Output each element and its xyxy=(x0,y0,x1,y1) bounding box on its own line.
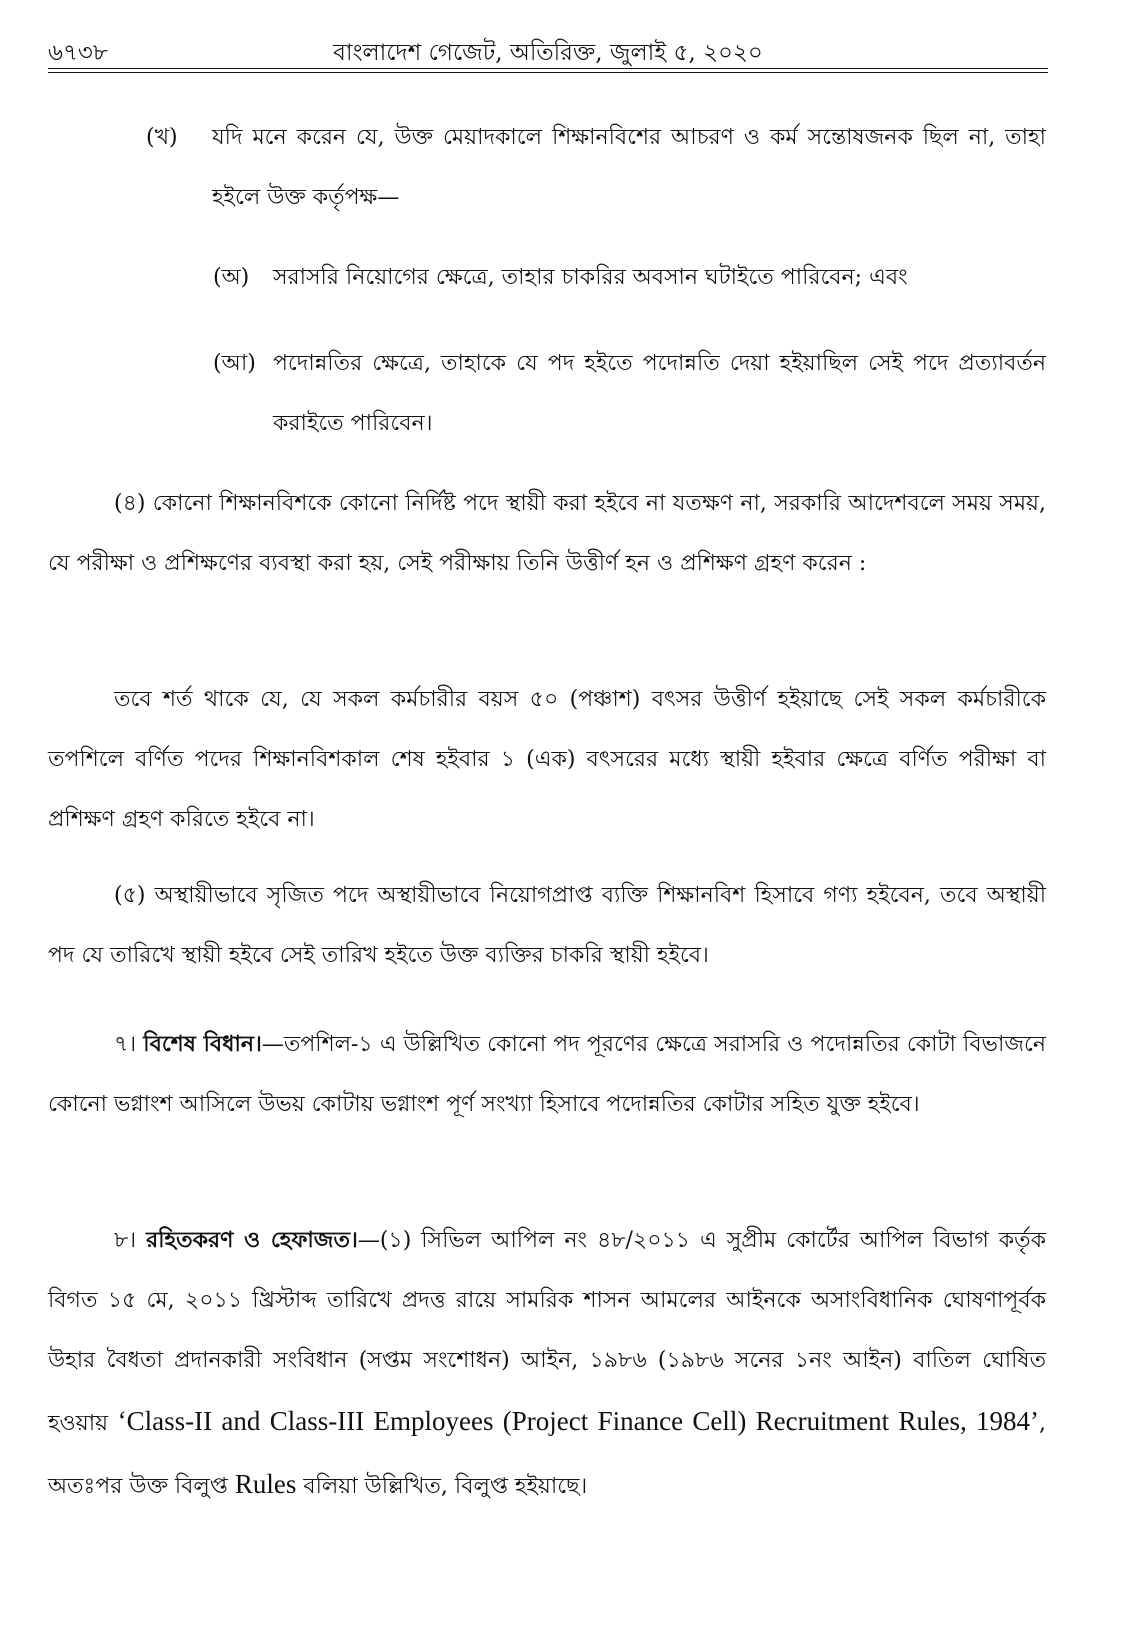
proviso-paragraph xyxy=(48,670,1046,850)
subclause-aa xyxy=(213,334,1046,454)
section-7 xyxy=(48,1014,1046,1135)
subclause-aa-marker: (আ) xyxy=(213,351,256,376)
header-rule-bottom xyxy=(48,72,1048,73)
repealed-rules-title: ‘Class-II and Class-III Employees (Project Finance Cell) Recruitment Rules, 1984’ xyxy=(117,1406,1040,1436)
section-8-text-1: —(১) সিভিল আপিল নং ৪৮/২০১১ এ সুপ্রীম কোর্টের আপিল বিভাগ কর্তৃক বিগত ১৫ মে, ২০১১ খ্রিস্টাব্দ তারিখে প্রদত্ত রায়ে সামরিক শাসন আমলের আইনকে অসাংবিধানিক ঘোষণাপূর্বক উহার বৈধতা প্রদানকারী সংবিধান (সপ্তম সংশোধন) আইন, ১৯৮৬ (১৯৮৬ সনের ১নং আইন) বাতিল ঘোষিত হওয়ায় xyxy=(48,1228,1046,1436)
clause-kha-text: যদি মনে করেন যে, উক্ত মেয়াদকালে শিক্ষানবিশের আচরণ ও কর্ম সন্তোষজনক ছিল না, তাহা হইলে উক্ত কর্তৃপক্ষ— xyxy=(212,125,1046,210)
clause-kha xyxy=(146,108,1046,228)
paragraph-4 xyxy=(48,474,1046,594)
subclause-aa-text: পদোন্নতির ক্ষেত্রে, তাহাকে যে পদ হইতে পদোন্নতি দেয়া হইয়াছিল সেই পদে প্রত্যাবর্তন করাইতে পারিবেন। xyxy=(273,351,1046,436)
header-title: বাংলাদেশ গেজেট, অতিরিক্ত, জুলাই ৫, ২০২০ xyxy=(333,40,763,66)
subclause-a xyxy=(213,248,1046,308)
section-7-heading: বিশেষ বিধান। xyxy=(143,1031,262,1057)
paragraph-4-text: (৪) কোনো শিক্ষানবিশকে কোনো নির্দিষ্ট পদে স্থায়ী করা হইবে না যতক্ষণ না, সরকারি আদেশবলে সময় সময়, যে পরীক্ষা ও প্রশিক্ষণের ব্যবস্থা করা হয়, সেই পরীক্ষায় তিনি উত্তীর্ণ হন ও প্রশিক্ষণ গ্রহণ করেন : xyxy=(48,491,1046,576)
paragraph-5-text: (৫) অস্থায়ীভাবে সৃজিত পদে অস্থায়ীভাবে নিয়োগপ্রাপ্ত ব্যক্তি শিক্ষানবিশ হিসাবে গণ্য হইবেন, তবে অস্থায়ী পদ যে তারিখে স্থায়ী হইবে সেই তারিখ হইতে উক্ত ব্যক্তির চাকরি স্থায়ী হইবে। xyxy=(48,883,1046,968)
section-7-number: ৭। xyxy=(114,1032,137,1057)
rules-word: Rules xyxy=(234,1469,297,1499)
paragraph-5 xyxy=(48,866,1046,986)
section-8-text-3: বলিয়া উল্লিখিত, বিলুপ্ত হইয়াছে। xyxy=(296,1474,588,1499)
section-8-text-2: , অতঃপর উক্ত বিলুপ্ত xyxy=(48,1411,1047,1499)
section-8-heading: রহিতকরণ ও হেফাজত। xyxy=(146,1227,358,1253)
header-rule-top xyxy=(48,68,1048,69)
page-number: ৬৭৩৮ xyxy=(48,40,108,66)
proviso-text: তবে শর্ত থাকে যে, যে সকল কর্মচারীর বয়স ৫০ (পঞ্চাশ) বৎসর উত্তীর্ণ হইয়াছে সেই সকল কর্মচারীকে তপশিলে বর্ণিত পদের শিক্ষানবিশকাল শেষ হইবার ১ (এক) বৎসরের মধ্যে স্থায়ী হইবার ক্ষেত্রে বর্ণিত পরীক্ষা বা প্রশিক্ষণ গ্রহণ করিতে হইবে না। xyxy=(48,687,1046,832)
section-8 xyxy=(48,1210,1046,1517)
subclause-a-marker: (অ) xyxy=(213,265,250,290)
clause-kha-marker: (খ) xyxy=(146,125,178,150)
subclause-a-text: সরাসরি নিয়োগের ক্ষেত্রে, তাহার চাকরির অবসান ঘটাইতে পারিবেন; এবং xyxy=(273,265,908,290)
section-7-text: —তপশিল-১ এ উল্লিখিত কোনো পদ পূরণের ক্ষেত্রে সরাসরি ও পদোন্নতির কোটা বিভাজনে কোনো ভগ্নাংশ আসিলে উভয় কোটায় ভগ্নাংশ পূর্ণ সংখ্যা হিসাবে পদোন্নতির কোটার সহিত যুক্ত হইবে। xyxy=(48,1032,1046,1117)
section-8-number: ৮। xyxy=(114,1228,137,1253)
